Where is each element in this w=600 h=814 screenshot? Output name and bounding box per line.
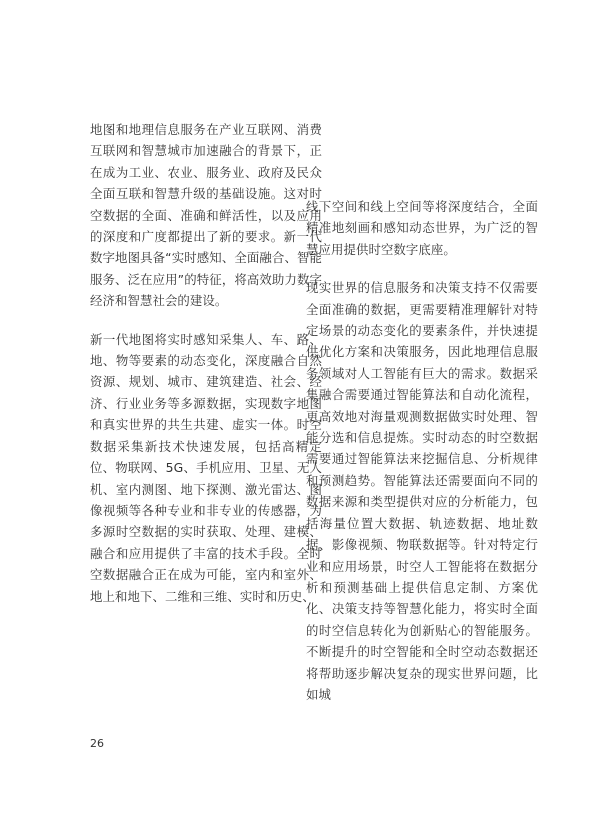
paragraph: 新一代地图将实时感知采集人、车、路、地、物等要素的动态变化，深度融合自然资源、规划、城市、建筑建造、社会、经济、行业业务等多源数据，实现数字地图和真实世界的共生共建、虚实一体。时空数据采集新技术快速发展，包括高精定位、物联网、5G、手机应用、卫星、无人机、室内测图、地下探测、激光雷达、图像视频等各种专业和非专业的传感器，为多源时空数据的实时获取、处理、建模、融合和应用提供了丰富的技术手段。全时空数据融合正在成为可能，室内和室外、地上和地下、二维和三维、实时和历史、 <box>90 331 322 604</box>
paragraph: 线下空间和线上空间等将深度结合，全面精准地刻画和感知动态世界，为广泛的智慧应用提供时空数字底座。 <box>306 199 538 257</box>
left-column <box>90 119 322 624</box>
paragraph: 现实世界的信息服务和决策支持不仅需要全面准确的数据，更需要精准理解针对特定场景的动态变化的要素条件，并快速提供优化方案和决策服务，因此地理信息服务领域对人工智能有巨大的需求。数据采集融合需要通过智能算法和自动化流程，更高效地对海量观测数据做实时处理、智能分选和信息提炼。实时动态的时空数据需要通过智能算法来挖掘信息、分析规律和预测趋势。智能算法还需要面向不同的数据来源和类型提供对应的分析能力，包括海量位置大数据、轨迹数据、地址数据、影像视频、物联数据等。针对特定行业和应用场景，时空人工智能将在数据分析和预测基础上提供信息定制、方案优化、决策支持等智慧化能力，将实时全面的时空信息转化为创新贴心的智能服务。不断提升的时空智能和全时空动态数据还将帮助逐步解决复杂的现实世界问题，比如城 <box>306 280 538 702</box>
page-number: 26 <box>90 737 104 750</box>
right-column <box>306 196 538 722</box>
paragraph: 地图和地理信息服务在产业互联网、消费互联网和智慧城市加速融合的背景下，正在成为工业、农业、服务业、政府及民众全面互联和智慧升级的基础设施。这对时空数据的全面、准确和鲜活性，以及应用的深度和广度都提出了新的要求。新一代数字地图具备“实时感知、全面融合、智能服务、泛在应用”的特征，将高效助力数字经济和智慧社会的建设。 <box>90 122 322 309</box>
